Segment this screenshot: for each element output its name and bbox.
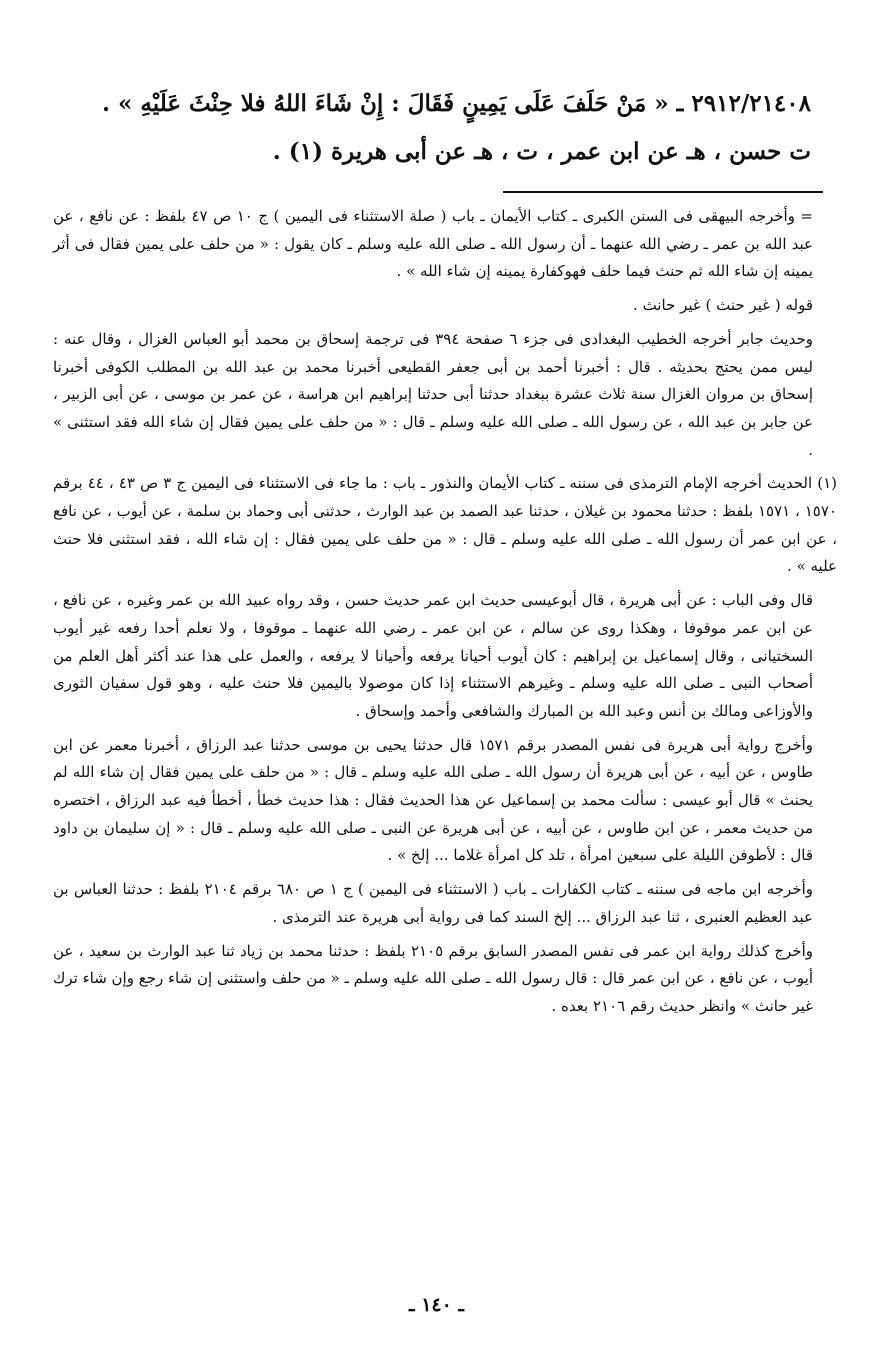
footnote-paragraph: وأخرج رواية أبى هريرة فى نفس المصدر برقم ١٥٧١ قال حدثنا يحيى بن موسى حدثنا عبد الرزاق ، أخبرنا معمر عن ابن طاوس ، عن أبيه ، عن أبى هريرة أن رسول الله ـ صلى الله عليه وسلم ـ قال : « من حلف على يمين فقال إن شاء الله لم يحنث » قال أبو عيسى : سألت محمد بن إسماعيل عن هذا الحديث فقال : هذا حديث خطأ ، أخطأ فيه عبد الرزاق ، اختصره من حديث معمر ، عن ابن طاوس ، عن أبيه ، عن أبى هريرة عن النبى ـ صلى الله عليه وسلم ـ قال : « إن سليمان بن داود قال : لأطوفن الليلة على سبعين امرأة ، تلد كل امرأة غلاما ... إلخ » . (53, 735, 813, 865)
page-number: ـ ١٤٠ ـ (409, 1294, 464, 1316)
footnote-paragraph: وحديث جابر أخرجه الخطيب البغدادى فى جزء ٦ صفحة ٣٩٤ فى ترجمة إسحاق بن محمد أبو العباس الغزال ، وقال عنه : ليس ممن يحتج بحديثه . قال : أخبرنا أحمد بن أبى جعفر القطيعى أخبرنا محمد بن عبد الله بن المطلب الكوفى أخبرنا إسحاق بن مروان الغزال سنة ثلاث عشرة ببغداد حدثنا أبى حدثنا إبراهيم ابن هراسة ، عن عمر بن موسى ، عن أبى الزبير ، عن جابر بن عبد الله ، عن رسول الله ـ صلى الله عليه وسلم ـ قال : « من حلف على يمين فقال إن شاء الله فقد استثنى » . (53, 329, 813, 459)
footnote-paragraph: وأخرج كذلك رواية ابن عمر فى نفس المصدر السابق برقم ٢١٠٥ بلفظ : حدثنا محمد بن زياد ثنا عبد الوارث بن سعيد ، عن أيوب ، عن نافع ، عن ابن عمر قال : قال رسول الله ـ صلى الله عليه وسلم ـ « من حلف واستثنى إن شاء رجع وإن شاء ترك غير حانث » وانظر حديث رقم ٢١٠٦ بعده . (53, 941, 813, 1015)
footnote-paragraph: قال وفى الباب : عن أبى هريرة ، قال أبوعيسى حديث ابن عمر حديث حسن ، وقد رواه عبيد الله بن عمر وغيره ، عن نافع ، عن ابن عمر موقوفا ، وهكذا روى عن سالم ، عن ابن عمر ـ رضي الله عنهما ـ موقوفا ، ولا نعلم أحدا رفعه غير أيوب السختيانى ، وقال إسماعيل بن إبراهيم : كان أيوب أحيانا يرفعه وأحيانا لا يرفعه ، والعمل على هذا عند أكثر أهل العلم من أصحاب النبى ـ صلى الله عليه وسلم ـ وغيرهم الاستثناء إذا كان موصولا باليمين فلا حنث عليه ، وهو قول سفيان الثورى والأوزاعى ومالك بن أنس وعبد الله بن المبارك والشافعى وأحمد وإسحاق . (53, 591, 813, 720)
footnote-continuation: = وأخرجه البيهقى فى السنن الكبرى ـ كتاب الأيمان ـ باب ( صلة الاستثناء فى اليمين ) ج ١٠ ص ٤٧ بلفظ : عن نافع ، عن عبد الله بن عمر ـ رضي الله عنهما ـ أن رسول الله ـ صلى الله عليه وسلم ـ كان يقول : « من حلف على يمين فقال فى أثر يمينه إن شاء الله ثم حنث فيما حلف فهوكفارة يمينه إن شاء الله » . (53, 207, 814, 281)
footnote-paragraph: وأخرجه ابن ماجه فى سننه ـ كتاب الكفارات ـ باب ( الاستثناء فى اليمين ) ج ١ ص ٦٨٠ برقم ٢١٠٤ بلفظ : حدثنا العباس بن عبد العظيم العنبرى ، ثنا عبد الرزاق ... إلخ السند كما فى رواية أبى هريرة عند الترمذى . (53, 880, 813, 926)
footnote-1: (١) الحديث أخرجه الإمام الترمذى فى سننه ـ كتاب الأيمان والنذور ـ باب : ما جاء فى الاستثناء فى اليمين ج ٣ ص ٤٣ ، ٤٤ برقم ١٥٧٠ ، ١٥٧١ بلفظ : حدثنا محمود بن غيلان ، حدثنا عبد الصمد بن عبد الوارث ، حدثنى أبى وحماد بن سلمة ، عن أيوب ، عن نافع ، عن ابن عمر أن رسول الله ـ صلى الله عليه وسلم ـ قال : « من حلف على يمين فقال : إن شاء الله ، فقد استثنى فلا حنث عليه » . (53, 474, 837, 576)
footnotes (53, 203, 837, 1027)
hadith-text: ٢٩١٢/٢١٤٠٨ ـ « مَنْ حَلَفَ عَلَى يَمِينٍ فَقَالَ : إِنْ شَاءَ اللهُ فلا حِنْثَ عَلَيْهِ » . (102, 90, 811, 117)
footnote-paragraph: قوله ( غير حنث ) غير حانث . (633, 296, 813, 315)
hadith-grading: ت حسن ، هـ عن ابن عمر ، ت ، هـ عن أبى هريرة (١) . (272, 138, 811, 165)
footnote-divider (503, 191, 823, 193)
